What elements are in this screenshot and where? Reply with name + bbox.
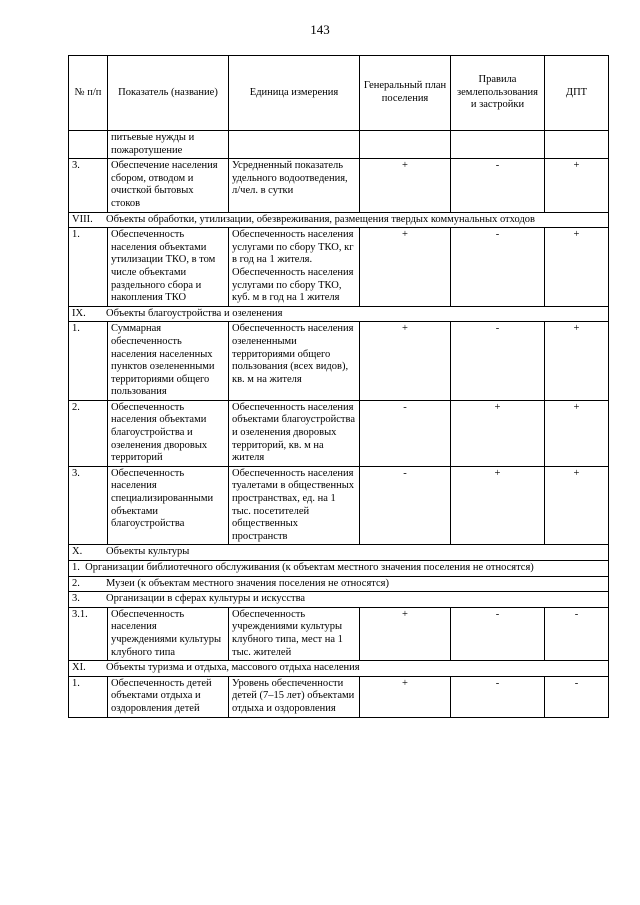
- row-unit: Обеспеченность населения озелененными территориями общего пользования (всех видов), кв. м на жителя: [229, 322, 360, 401]
- table-header-row: [69, 56, 609, 131]
- row-dpt: +: [545, 322, 609, 401]
- section-title: Объекты благоустройства и озеленения: [106, 307, 283, 319]
- row-pz: +: [451, 466, 545, 545]
- row-pz: -: [451, 607, 545, 660]
- row-unit: Усредненный показатель удельного водоотведения, л/чел. в сутки: [229, 159, 360, 212]
- row-unit: Обеспеченность населения туалетами в общественных пространствах, ед. на 1 тыс. посетителей общественных пространств: [229, 466, 360, 545]
- row-gp: +: [360, 228, 451, 307]
- section-title: Объекты обработки, утилизации, обезвреживания, размещения твердых коммунальных отходов: [106, 213, 535, 225]
- row-pz: -: [451, 228, 545, 307]
- header-num: № п/п: [69, 56, 108, 131]
- header-dpt: ДПТ: [545, 56, 609, 131]
- section-row: [69, 545, 609, 561]
- section-num: 1.: [72, 562, 80, 573]
- row-gp: -: [360, 466, 451, 545]
- section-title: Музеи (к объектам местного значения поселения не относятся): [106, 577, 389, 589]
- row-num: 1.: [69, 228, 108, 307]
- row-dpt: +: [545, 466, 609, 545]
- row-unit: Обеспеченность учреждениями культуры клубного типа, мест на 1 тыс. жителей: [229, 607, 360, 660]
- row-num: 3.: [69, 466, 108, 545]
- row-indicator: Обеспеченность населения объектами благоустройства и озеленения дворовых территорий: [108, 400, 229, 466]
- section-title: Организации библиотечного обслуживания (к объектам местного значения поселения не относятся): [85, 562, 534, 573]
- row-pz: [451, 131, 545, 159]
- row-gp: -: [360, 400, 451, 466]
- header-general-plan: Генеральный план поселения: [360, 56, 451, 131]
- row-gp: [360, 131, 451, 159]
- row-indicator: Обеспеченность населения учреждениями культуры клубного типа: [108, 607, 229, 660]
- section-row: [69, 306, 609, 322]
- row-indicator: Обеспеченность детей объектами отдыха и оздоровления детей: [108, 676, 229, 717]
- header-indicator: Показатель (название): [108, 56, 229, 131]
- section-title: Объекты культуры: [106, 546, 190, 558]
- row-pz: +: [451, 400, 545, 466]
- section-title: Организации в сферах культуры и искусства: [106, 593, 306, 605]
- row-gp: +: [360, 322, 451, 401]
- section-num: XI.: [72, 662, 86, 674]
- row-dpt: +: [545, 159, 609, 212]
- row-indicator: Обеспеченность населения объектами утилизации ТКО, в том числе объектами раздельного сбора и накопления ТКО: [108, 228, 229, 307]
- section-row: [69, 661, 609, 677]
- row-dpt: +: [545, 228, 609, 307]
- table-row: [69, 322, 609, 401]
- row-dpt: -: [545, 676, 609, 717]
- row-pz: -: [451, 159, 545, 212]
- subsection-row: [69, 592, 609, 608]
- section-num: 3.: [72, 593, 80, 605]
- section-row: [69, 212, 609, 228]
- row-indicator: Суммарная обеспеченность населения населенных пунктов озелененными территориями общего пользования: [108, 322, 229, 401]
- row-pz: -: [451, 322, 545, 401]
- row-gp: +: [360, 607, 451, 660]
- table-row: [69, 228, 609, 307]
- page-number: 143: [310, 22, 330, 37]
- row-indicator: Обеспеченность населения специализированными объектами благоустройства: [108, 466, 229, 545]
- row-pz: -: [451, 676, 545, 717]
- row-unit: [229, 131, 360, 159]
- table-row: [69, 131, 609, 159]
- row-gp: +: [360, 676, 451, 717]
- row-num: 3.1.: [69, 607, 108, 660]
- table-row: [69, 159, 609, 212]
- subsection-row: [69, 561, 609, 577]
- row-dpt: [545, 131, 609, 159]
- row-num: 1.: [69, 322, 108, 401]
- row-dpt: -: [545, 607, 609, 660]
- row-unit: Уровень обеспеченности детей (7–15 лет) объектами отдыха и оздоровления: [229, 676, 360, 717]
- standards-table: [68, 55, 609, 718]
- row-gp: +: [360, 159, 451, 212]
- row-num: [69, 131, 108, 159]
- table-row: [69, 676, 609, 717]
- section-num: IX.: [72, 307, 86, 319]
- subsection-row: [69, 576, 609, 592]
- section-num: VIII.: [72, 213, 93, 225]
- row-dpt: +: [545, 400, 609, 466]
- table-row: [69, 466, 609, 545]
- row-num: 3.: [69, 159, 108, 212]
- row-unit: Обеспеченность населения объектами благоустройства и озеленения дворовых территорий, кв. м на жителя: [229, 400, 360, 466]
- row-indicator: Обеспечение населения сбором, отводом и очисткой бытовых стоков: [108, 159, 229, 212]
- row-num: 1.: [69, 676, 108, 717]
- table-row: [69, 607, 609, 660]
- section-title: Объекты туризма и отдыха, массового отдыха населения: [106, 662, 360, 674]
- section-num: X.: [72, 546, 83, 558]
- row-indicator: питьевые нужды и пожаротушение: [108, 131, 229, 159]
- header-rules: Правила землепользования и застройки: [451, 56, 545, 131]
- row-unit: Обеспеченность населения услугами по сбору ТКО, кг в год на 1 жителя. Обеспеченность населения услугами по сбору ТКО, куб. м в год на 1 жителя: [229, 228, 360, 307]
- section-num: 2.: [72, 577, 80, 589]
- header-unit: Единица измерения: [229, 56, 360, 131]
- table-row: [69, 400, 609, 466]
- row-num: 2.: [69, 400, 108, 466]
